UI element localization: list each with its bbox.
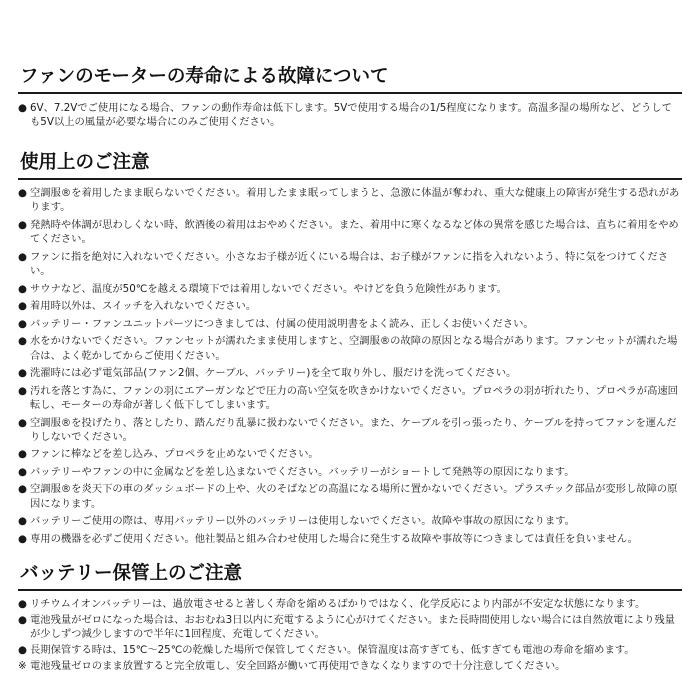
list-item bbox=[18, 282, 682, 296]
list-item bbox=[18, 186, 682, 215]
item-text: 空調服®を着用したまま眠らないでください。着用したまま眠ってしまうと、急激に体温が奪われ、重大な健康上の障害が発生する恐れがあります。 bbox=[30, 187, 680, 214]
list-item bbox=[18, 659, 682, 673]
item-text: 電池残量ゼロのまま放置すると完全放電し、安全回路が働いて再使用できなくなりますので十分注意してください。 bbox=[30, 660, 566, 673]
bullet-icon: ● bbox=[18, 250, 27, 263]
notice-list bbox=[18, 597, 682, 674]
item-text: 長期保管する時は、15℃〜25℃の乾燥した場所で保管してください。保管温度は高すぎても、低すぎても電池の寿命を縮めます。 bbox=[30, 644, 635, 657]
section-heading: バッテリー保管上のご注意 bbox=[20, 563, 243, 584]
bullet-icon: ● bbox=[18, 614, 27, 626]
bullet-icon: ● bbox=[18, 465, 27, 478]
bullet-icon: ● bbox=[18, 218, 27, 231]
item-text: サウナなど、温度が50℃を越える環境下では着用しないでください。やけどを負う危険性があります。 bbox=[30, 282, 507, 295]
section-usage-precautions bbox=[18, 150, 682, 549]
bullet-icon: ● bbox=[18, 483, 27, 496]
bullet-icon: ● bbox=[18, 367, 27, 380]
list-item bbox=[18, 613, 682, 642]
bullet-icon: ● bbox=[18, 300, 27, 313]
list-item bbox=[18, 334, 682, 363]
bullet-icon: ● bbox=[18, 317, 27, 330]
item-text: 汚れを落とす為に、ファンの羽にエアーガンなどで圧力の高い空気を吹きかけないでください。プロペラの羽が折れたり、プロペラが高速回転し、モーターの寿命が著しく低下してしまいます。 bbox=[30, 384, 678, 412]
item-text: 空調服®を炎天下の車のダッシュボードの上や、火のそばなどの高温になる場所に置かないでください。プラスチック部品が変形し故障の原因になります。 bbox=[30, 483, 678, 510]
item-text: 6V、7.2Vでご使用になる場合、ファンの動作寿命は低下します。5Vで使用する場合の1/5程度になります。高温多湿の場所など、どうしても5V以上の風量が必要な場合にのみご使用ください。 bbox=[30, 102, 672, 129]
bullet-icon: ● bbox=[18, 187, 27, 199]
bullet-icon: ● bbox=[18, 598, 27, 610]
section-battery-storage bbox=[18, 561, 682, 675]
bullet-icon: ● bbox=[18, 532, 27, 545]
item-text: 着用時以外は、スイッチを入れないでください。 bbox=[30, 300, 257, 313]
item-text: リチウムイオンバッテリーは、過放電させると著しく寿命を縮めるばかりではなく、化学反応により内部が不安定な状態になります。 bbox=[30, 598, 646, 610]
list-item bbox=[18, 317, 682, 331]
bullet-icon: ● bbox=[18, 384, 27, 397]
section-motor-lifespan bbox=[18, 64, 682, 133]
list-item bbox=[18, 416, 682, 445]
item-text: 空調服®を投げたり、落としたり、踏んだり乱暴に扱わないでください。また、ケーブルを引っ張ったり、ケーブルを持ってファンを運んだりしないでください。 bbox=[30, 416, 677, 443]
item-text: 洗濯時には必ず電気部品(ファン2個、ケーブル、バッテリー)を全て取り外し、服だけを洗ってください。 bbox=[30, 367, 517, 380]
list-item bbox=[18, 597, 682, 611]
bullet-icon: ● bbox=[18, 644, 27, 657]
list-item bbox=[18, 514, 682, 528]
list-item bbox=[18, 482, 682, 511]
bullet-icon: ● bbox=[18, 335, 27, 348]
item-text: 水をかけないでください。ファンセットが濡れたまま使用しますと、空調服®の故障の原因となる場合があります。ファンセットが濡れた場合は、よく乾かしてからご使用ください。 bbox=[30, 335, 678, 362]
list-item bbox=[18, 366, 682, 380]
list-item bbox=[18, 643, 682, 657]
bullet-icon: ● bbox=[18, 102, 27, 114]
notice-list bbox=[18, 186, 682, 546]
list-item bbox=[18, 532, 682, 546]
note-icon: ※ bbox=[18, 660, 27, 673]
list-item bbox=[18, 250, 682, 279]
list-item bbox=[18, 101, 682, 130]
bullet-icon: ● bbox=[18, 515, 27, 528]
notice-list bbox=[18, 101, 682, 130]
item-text: 発熱時や体調が思わしくない時、飲酒後の着用はおやめください。また、着用中に寒くなるなど体の異常を感じた場合は、直ちに着用をやめてください。 bbox=[30, 218, 679, 246]
list-item bbox=[18, 384, 682, 413]
item-text: 専用の機器を必ずご使用ください。他社製品と組み合わせ使用した場合に発生する故障や事故等につきましては責任を負いません。 bbox=[30, 532, 638, 545]
section-divider bbox=[18, 178, 682, 180]
list-item bbox=[18, 465, 682, 479]
item-text: ファンに指を絶対に入れないでください。小さなお子様が近くにいる場合は、お子様がファンに指を入れないよう、特に気をつけてください。 bbox=[30, 250, 668, 278]
section-divider bbox=[18, 589, 682, 591]
list-item bbox=[18, 218, 682, 247]
section-divider bbox=[18, 92, 682, 94]
list-item bbox=[18, 299, 682, 313]
bullet-icon: ● bbox=[18, 448, 27, 461]
bullet-icon: ● bbox=[18, 416, 27, 429]
section-heading: 使用上のご注意 bbox=[20, 152, 150, 173]
item-text: バッテリーご使用の際は、専用バッテリー以外のバッテリーは使用しないでください。故障や事故の原因になります。 bbox=[30, 515, 575, 528]
list-item bbox=[18, 447, 682, 461]
item-text: 電池残量がゼロになった場合は、おおむね3日以内に充電するように心がけてください。また長時間使用しない場合には自然放電により残量が少しずつ減少しますので半年に1回程度、充電してください。 bbox=[30, 614, 675, 641]
item-text: バッテリー・ファンユニットパーツにつきましては、付属の使用説明書をよく読み、正しくお使いください。 bbox=[30, 317, 534, 330]
section-heading: ファンのモーターの寿命による故障について bbox=[20, 66, 389, 87]
item-text: ファンに棒などを差し込み、プロペラを止めないでください。 bbox=[30, 448, 319, 461]
bullet-icon: ● bbox=[18, 282, 27, 295]
item-text: バッテリーやファンの中に金属などを差し込まないでください。バッテリーがショートして発熱等の原因になります。 bbox=[30, 465, 575, 478]
